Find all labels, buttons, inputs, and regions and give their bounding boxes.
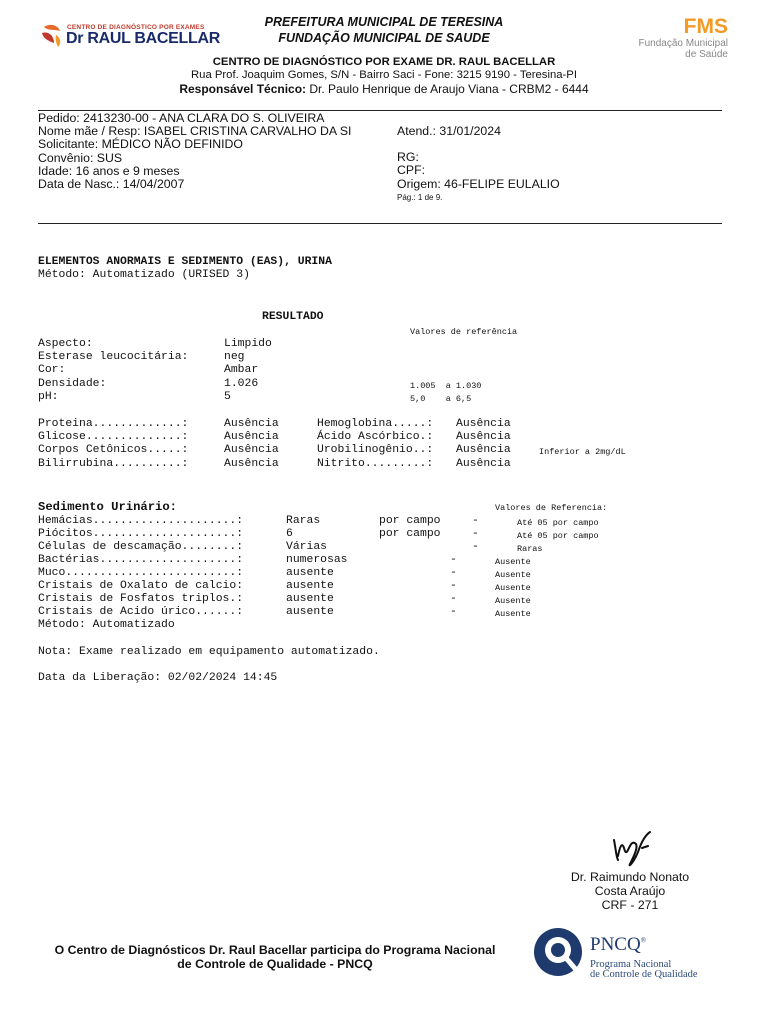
result-value: Ausência bbox=[224, 444, 279, 457]
rg-field: RG: bbox=[397, 150, 419, 165]
signature-scribble bbox=[608, 826, 660, 870]
result-value: Raras bbox=[286, 515, 321, 527]
result-label: Piócitos.....................: bbox=[38, 528, 244, 540]
attendance-date: Atend.: 31/01/2024 bbox=[397, 124, 501, 138]
age-line: Idade: 16 anos e 9 meses bbox=[38, 163, 180, 178]
result-label: Ácido Ascórbico.: bbox=[317, 431, 434, 444]
result-value: Ausência bbox=[456, 431, 511, 444]
pncq-logo bbox=[530, 918, 710, 988]
requester-line: Solicitante: MÉDICO NÃO DEFINIDO bbox=[38, 137, 243, 152]
result-value: ausente bbox=[286, 593, 334, 605]
exam-method: Método: Automatizado (URISED 3) bbox=[38, 269, 250, 281]
result-unit: por campo bbox=[379, 515, 441, 527]
exam-title: ELEMENTOS ANORMAIS E SEDIMENTO (EAS), URINA bbox=[38, 256, 332, 268]
result-value: ausente bbox=[286, 567, 334, 579]
fms-logo-line1: Fundação Municipal bbox=[638, 38, 728, 49]
reference-heading: Valores de referência bbox=[410, 327, 518, 337]
signature-block bbox=[560, 870, 700, 912]
reference-value: Ausente bbox=[495, 583, 531, 593]
release-date: Data da Liberação: 02/02/2024 14:45 bbox=[38, 672, 278, 684]
insurance-line: Convênio: SUS bbox=[38, 150, 123, 165]
sediment-method: Método: Automatizado bbox=[38, 619, 175, 631]
result-label: Cristais de Oxalato de calcio: bbox=[38, 580, 244, 592]
result-label: Esterase leucocitária: bbox=[38, 351, 189, 364]
result-value: Ausência bbox=[224, 457, 279, 470]
result-value: ausente bbox=[286, 580, 334, 592]
result-label: Muco.........................: bbox=[38, 567, 244, 579]
sediment-title: Sedimento Urinário: bbox=[38, 500, 177, 514]
header-title-2: FUNDAÇÃO MUNICIPAL DE SAUDE bbox=[278, 31, 490, 45]
pncq-statement-line1: O Centro de Diagnósticos Dr. Raul Bacellar participa do Programa Nacional bbox=[54, 943, 496, 957]
pncq-statement-line2: de Controle de Qualidade - PNCQ bbox=[177, 957, 373, 971]
separator-dash: - bbox=[450, 554, 457, 566]
reference-value: Até 05 por campo bbox=[517, 518, 599, 528]
result-value: numerosas bbox=[286, 554, 348, 566]
reference-value: Ausente bbox=[495, 609, 531, 619]
fms-logo bbox=[628, 16, 728, 60]
patient-info-right bbox=[397, 125, 560, 205]
pncq-statement bbox=[40, 943, 510, 971]
center-name: CENTRO DE DIAGNÓSTICO POR EXAME DR. RAUL BACELLAR bbox=[212, 56, 556, 68]
result-label: Proteina.............: bbox=[38, 418, 189, 430]
divider-bottom bbox=[38, 223, 722, 224]
physical-row bbox=[38, 364, 738, 377]
result-value: Limpido bbox=[224, 338, 272, 350]
separator-dash: - bbox=[450, 606, 457, 618]
result-label: Densidade: bbox=[38, 377, 107, 390]
sediment-row bbox=[38, 567, 738, 580]
reference-value: Ausente bbox=[495, 557, 531, 567]
result-value: Várias bbox=[286, 541, 328, 553]
sediment-row bbox=[38, 541, 738, 554]
chemical-row bbox=[38, 431, 738, 444]
physical-row bbox=[38, 391, 738, 404]
result-value: 5 bbox=[224, 390, 231, 403]
sediment-row bbox=[38, 528, 738, 541]
separator-dash: - bbox=[450, 593, 457, 605]
reference-value: Ausente bbox=[495, 596, 531, 606]
patient-info-left bbox=[38, 112, 351, 191]
result-value: ausente bbox=[286, 606, 334, 618]
result-label: Aspecto: bbox=[38, 338, 93, 350]
signer-crf: CRF - 271 bbox=[601, 898, 659, 912]
pncq-logo-name: PNCQ® bbox=[590, 934, 647, 955]
result-unit: por campo bbox=[379, 528, 441, 540]
chemical-row bbox=[38, 458, 738, 471]
lab-logo-name: Dr RAUL BACELLAR bbox=[66, 30, 221, 47]
cpf-field: CPF: bbox=[397, 163, 426, 178]
result-value: Ausência bbox=[224, 431, 279, 444]
chemical-row bbox=[38, 418, 738, 431]
separator-dash: - bbox=[472, 541, 479, 553]
fms-logo-mark: FMS bbox=[683, 15, 728, 38]
physical-row bbox=[38, 351, 738, 364]
result-label: Hemoglobina.....: bbox=[317, 418, 434, 430]
result-label: Bactérias....................: bbox=[38, 554, 244, 566]
sediment-row bbox=[38, 580, 738, 593]
result-label: Cor: bbox=[38, 364, 66, 377]
reference-value: Inferior a 2mg/dL bbox=[539, 447, 626, 458]
lab-logo-small-text: CENTRO DE DIAGNÓSTICO POR EXAMES bbox=[67, 24, 205, 31]
result-value: Ausência bbox=[456, 418, 511, 430]
physical-row bbox=[38, 338, 738, 351]
separator-dash: - bbox=[472, 515, 479, 527]
pncq-logo-subtitle: Programa Nacional de Controle de Qualidade bbox=[590, 959, 698, 980]
result-heading: RESULTADO bbox=[262, 311, 324, 323]
reference-value: Até 05 por campo bbox=[517, 531, 599, 541]
result-label: Corpos Cetônicos.....: bbox=[38, 444, 189, 457]
reference-value: 1.005 a 1.030 bbox=[410, 380, 482, 391]
result-label: pH: bbox=[38, 390, 59, 403]
pncq-logo-icon bbox=[530, 922, 586, 982]
result-value: Ausência bbox=[456, 457, 511, 470]
result-value: neg bbox=[224, 351, 245, 364]
result-value: Ausência bbox=[224, 418, 279, 430]
page-number: Pág.: 1 de 9. bbox=[397, 192, 443, 202]
result-label: Glicose..............: bbox=[38, 431, 189, 444]
responsible-value: Dr. Paulo Henrique de Araujo Viana - CRBM2 - 6444 bbox=[306, 82, 589, 96]
origin-field: Origem: 46-FELIPE EULALIO bbox=[397, 176, 560, 191]
separator-dash: - bbox=[450, 580, 457, 592]
sediment-row bbox=[38, 515, 738, 528]
result-label: Cristais de Fosfatos triplos.: bbox=[38, 593, 244, 605]
sediment-row bbox=[38, 593, 738, 606]
result-value: 1.026 bbox=[224, 377, 259, 390]
result-label: Nitrito.........: bbox=[317, 457, 434, 470]
center-address: Rua Prof. Joaquim Gomes, S/N - Bairro Saci - Fone: 3215 9190 - Teresina-PI bbox=[191, 69, 577, 81]
result-value: Ambar bbox=[224, 364, 259, 377]
result-label: Cristais de Acido úrico......: bbox=[38, 606, 244, 618]
chemical-row bbox=[38, 444, 738, 457]
result-value: Ausência bbox=[456, 444, 511, 457]
responsible-label: Responsável Técnico: bbox=[179, 82, 307, 96]
result-label: Urobilinogênio..: bbox=[317, 444, 434, 457]
signer-name-2: Costa Araújo bbox=[594, 884, 666, 898]
birthdate-line: Data de Nasc.: 14/04/2007 bbox=[38, 177, 185, 192]
mother-line: Nome mãe / Resp: ISABEL CRISTINA CARVALHO DA SI bbox=[38, 124, 352, 139]
result-label: Bilirrubina..........: bbox=[38, 457, 189, 470]
exam-note: Nota: Exame realizado em equipamento automatizado. bbox=[38, 646, 380, 658]
signer-name-1: Dr. Raimundo Nonato bbox=[570, 870, 690, 884]
reference-value: Ausente bbox=[495, 570, 531, 580]
sediment-row bbox=[38, 554, 738, 567]
result-value: 6 bbox=[286, 528, 293, 540]
header-title-1: PREFEITURA MUNICIPAL DE TERESINA bbox=[264, 15, 504, 29]
responsible-tech bbox=[0, 82, 768, 96]
physical-row bbox=[38, 378, 738, 391]
reference-value: Raras bbox=[517, 544, 543, 554]
separator-dash: - bbox=[450, 567, 457, 579]
sediment-row bbox=[38, 606, 738, 619]
result-label: Células de descamação........: bbox=[38, 541, 244, 553]
separator-dash: - bbox=[472, 528, 479, 540]
reference-value: 5,0 a 6,5 bbox=[410, 393, 472, 404]
order-line: Pedido: 2413230-00 - ANA CLARA DO S. OLIVEIRA bbox=[38, 111, 325, 125]
result-label: Hemácias.....................: bbox=[38, 515, 244, 527]
sediment-reference-heading: Valores de Referencia: bbox=[495, 503, 608, 513]
fms-logo-line2: de Saúde bbox=[685, 49, 728, 60]
